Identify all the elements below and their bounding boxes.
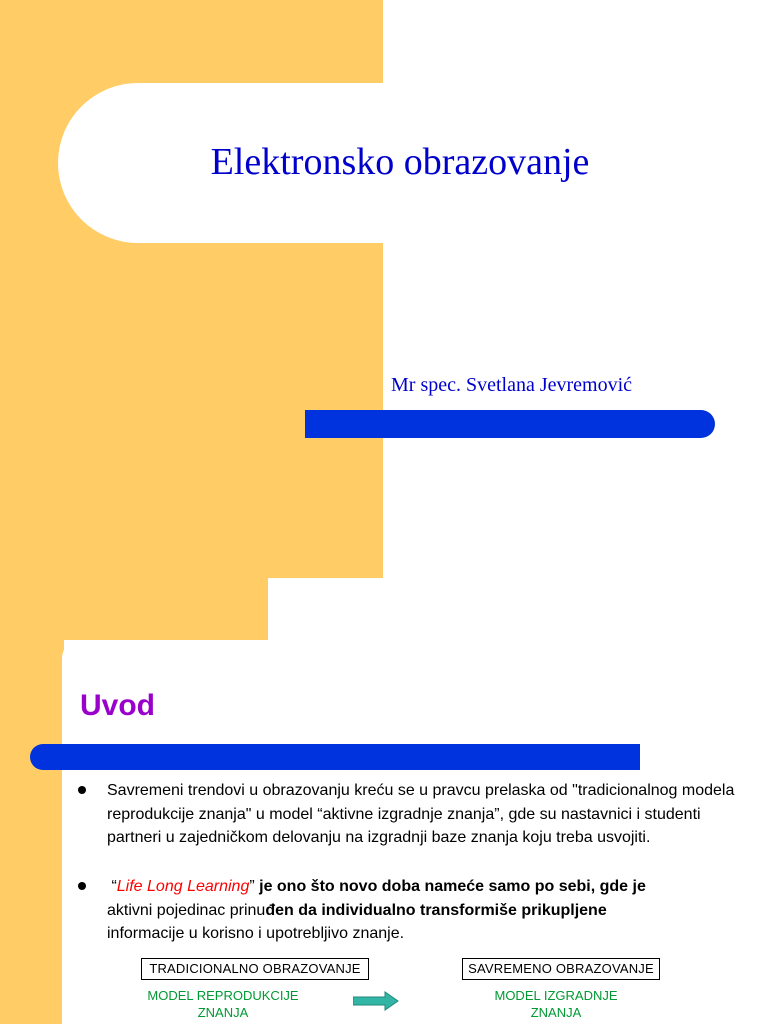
close-quote: ”	[249, 878, 255, 895]
orange-side-strip	[0, 640, 64, 1024]
bullet2-plain-part-1: aktivni pojedinac prinu	[107, 901, 266, 919]
blue-underline-bar	[30, 744, 640, 770]
blue-accent-bar	[305, 410, 715, 438]
bullet2-bold-part-2: đen da individualno transformiše prikupljene	[265, 901, 607, 919]
section-heading: Uvod	[80, 689, 155, 722]
bullet-text-1: Savremeni trendovi u obrazovanju kreću se u pravcu prelaska od "tradicionalnog modela reprodukcije znanja" u model “aktivne izgradnje znanja”, gde su nastavnici i studenti partneri u zajedničkom delovanju na izgradnji baze znanja koju treba usvojiti.	[107, 782, 735, 846]
author-name: Mr spec. Svetlana Jevremović	[391, 374, 633, 396]
white-corner-block	[268, 578, 383, 640]
right-arrow-icon	[353, 991, 399, 1011]
bullet-text-2	[107, 875, 737, 946]
open-quote: “	[111, 878, 117, 895]
reproduction-model-label: MODEL REPRODUKCIJE ZNANJA	[147, 988, 299, 1020]
bullet-dot-icon	[78, 882, 86, 890]
bullet-dot-icon	[78, 786, 86, 794]
bullet2-plain-part-2: informacije u korisno i upotrebljivo znanje.	[107, 925, 405, 942]
construction-model-label: MODEL IZGRADNJE ZNANJA	[494, 988, 618, 1020]
life-long-learning-highlight: Life Long Learning	[116, 878, 250, 895]
slide-title: Elektronsko obrazovanje	[210, 141, 590, 183]
modern-education-box: SAVREMENO OBRAZOVANJE	[462, 958, 660, 980]
intro-slide	[0, 640, 768, 1024]
traditional-education-box: TRADICIONALNO OBRAZOVANJE	[141, 958, 369, 980]
bullet2-bold-part-1: je ono što novo doba nameće samo po sebi, gde je	[254, 878, 646, 895]
